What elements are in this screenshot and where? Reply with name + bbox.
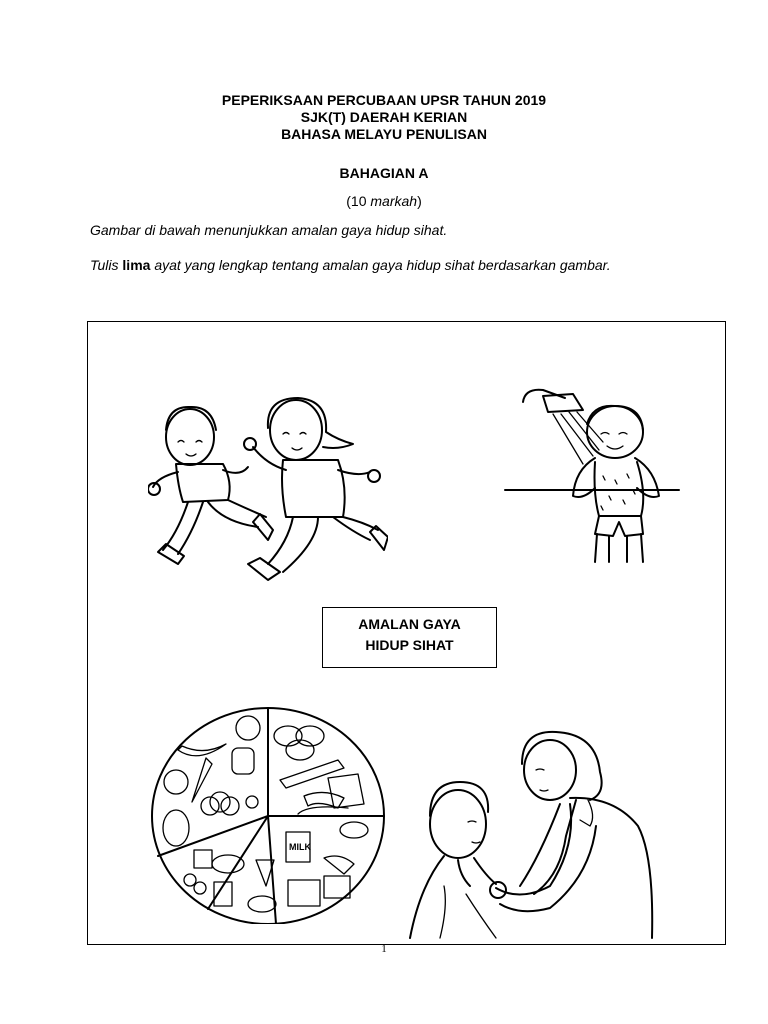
marks-allocation: (10 markah) [346, 193, 422, 209]
milk-carton-label: MILK [289, 842, 311, 852]
patient-figure [410, 782, 496, 938]
running-children-illustration [148, 392, 388, 587]
emphasis-lima: lima [122, 257, 151, 273]
running-boy [148, 407, 273, 564]
running-girl [244, 398, 388, 580]
page-number: 1 [381, 943, 387, 955]
theme-line-2: HIDUP SIHAT [365, 637, 454, 653]
theme-line-1: AMALAN GAYA [358, 616, 461, 632]
subject-title: BAHASA MELAYU PENULISAN [281, 126, 487, 142]
instruction-line-1: Gambar di bawah menunjukkan amalan gaya hidup sihat. [90, 222, 448, 238]
doctor-checkup-illustration [400, 726, 658, 940]
section-title: BAHAGIAN A [339, 165, 429, 181]
food-plate-illustration [148, 704, 388, 924]
school-district: SJK(T) DAERAH KERIAN [300, 109, 468, 125]
instruction-line-2: Tulis lima ayat yang lengkap tentang amalan gaya hidup sihat berdasarkan gambar. [90, 257, 611, 273]
exam-title: PEPERIKSAAN PERCUBAAN UPSR TAHUN 2019 [221, 92, 547, 108]
boy-showering-illustration [503, 384, 681, 566]
doctor-figure [490, 732, 652, 938]
exam-header [0, 92, 768, 143]
theme-label-box [322, 607, 497, 668]
